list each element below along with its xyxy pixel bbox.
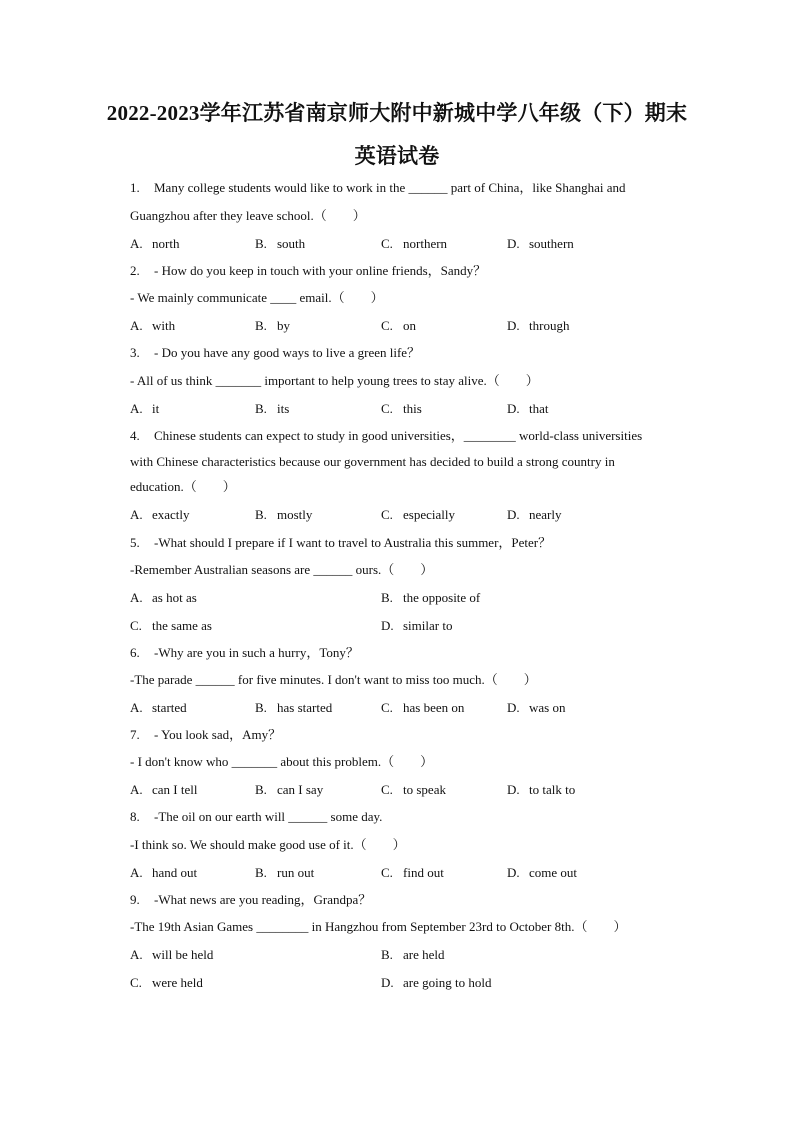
question-7-stem bbox=[130, 727, 281, 743]
question-7-stem-cont: - I don't know who _______ about this problem.（ ） bbox=[130, 754, 434, 769]
option-text: southern bbox=[529, 236, 574, 251]
question-number: 1. bbox=[130, 180, 140, 195]
option-label: C. bbox=[381, 236, 393, 251]
option-text: find out bbox=[403, 865, 444, 880]
option-text: to talk to bbox=[529, 782, 576, 797]
option-text: are going to hold bbox=[403, 975, 492, 990]
exam-title-line-2: 英语试卷 bbox=[354, 144, 440, 168]
option-text: north bbox=[152, 236, 180, 251]
question-text: - How do you keep in touch with your online friends，Sandy？ bbox=[154, 263, 487, 278]
question-3-stem bbox=[130, 345, 420, 361]
option-text: can I say bbox=[277, 782, 324, 797]
option-text: mostly bbox=[277, 507, 313, 522]
option-label: A. bbox=[130, 947, 143, 962]
option-text: were held bbox=[152, 975, 203, 990]
question-number: 4. bbox=[130, 428, 140, 443]
option-label: A. bbox=[130, 865, 143, 880]
option-text: as hot as bbox=[152, 590, 197, 605]
q5-option-a bbox=[130, 590, 197, 606]
option-label: A. bbox=[130, 318, 143, 333]
option-text: has been on bbox=[403, 700, 465, 715]
q6-option-d bbox=[507, 700, 565, 716]
option-label: C. bbox=[381, 401, 393, 416]
option-text: started bbox=[152, 700, 187, 715]
question-number: 5. bbox=[130, 535, 140, 550]
question-1-stem bbox=[130, 180, 626, 196]
option-label: D. bbox=[507, 401, 520, 416]
question-text: - You look sad，Amy？ bbox=[154, 727, 282, 742]
option-text: are held bbox=[403, 947, 445, 962]
q3-option-b bbox=[255, 401, 289, 417]
q1-option-a bbox=[130, 236, 179, 252]
question-6-stem-cont: -The parade ______ for five minutes. I don't want to miss too much.（ ） bbox=[130, 672, 537, 687]
option-label: D. bbox=[507, 865, 520, 880]
option-text: the opposite of bbox=[403, 590, 481, 605]
option-label: B. bbox=[255, 507, 267, 522]
q3-option-c bbox=[381, 401, 422, 417]
question-number: 8. bbox=[130, 809, 140, 824]
option-label: B. bbox=[255, 236, 267, 251]
question-2-stem-cont: - We mainly communicate ____ email.（ ） bbox=[130, 290, 384, 305]
question-5-stem-cont: -Remember Australian seasons are ______ ours.（ ） bbox=[130, 562, 434, 577]
option-label: A. bbox=[130, 590, 143, 605]
q9-option-a bbox=[130, 947, 213, 963]
option-text: on bbox=[403, 318, 416, 333]
q7-option-b bbox=[255, 782, 323, 798]
question-6-stem bbox=[130, 645, 359, 661]
option-label: B. bbox=[255, 318, 267, 333]
option-text: this bbox=[403, 401, 422, 416]
option-text: to speak bbox=[403, 782, 446, 797]
q2-option-b bbox=[255, 318, 290, 334]
question-8-stem bbox=[130, 809, 382, 825]
question-number: 7. bbox=[130, 727, 140, 742]
q1-option-d bbox=[507, 236, 574, 252]
question-text: Chinese students can expect to study in good universities，________ world-class universities bbox=[154, 428, 643, 443]
option-text: its bbox=[277, 401, 290, 416]
option-label: B. bbox=[381, 947, 393, 962]
question-9-stem bbox=[130, 892, 371, 908]
q6-option-a bbox=[130, 700, 187, 716]
question-2-stem bbox=[130, 263, 486, 279]
option-text: with bbox=[152, 318, 176, 333]
q7-option-c bbox=[381, 782, 446, 798]
q8-option-d bbox=[507, 865, 577, 881]
q1-option-c bbox=[381, 236, 447, 252]
option-text: by bbox=[277, 318, 290, 333]
option-text: the same as bbox=[152, 618, 212, 633]
option-text: hand out bbox=[152, 865, 198, 880]
q1-option-b bbox=[255, 236, 305, 252]
option-label: A. bbox=[130, 782, 143, 797]
q6-option-b bbox=[255, 700, 332, 716]
option-label: B. bbox=[255, 401, 267, 416]
option-label: B. bbox=[255, 865, 267, 880]
option-label: C. bbox=[381, 318, 393, 333]
option-label: D. bbox=[507, 236, 520, 251]
question-text: -The oil on our earth will ______ some day. bbox=[154, 809, 383, 824]
option-label: C. bbox=[381, 507, 393, 522]
option-text: was on bbox=[529, 700, 566, 715]
question-number: 6. bbox=[130, 645, 140, 660]
q3-option-d bbox=[507, 401, 549, 417]
option-text: nearly bbox=[529, 507, 562, 522]
q2-option-a bbox=[130, 318, 175, 334]
option-text: exactly bbox=[152, 507, 190, 522]
q9-option-d bbox=[381, 975, 491, 991]
question-4-stem-cont: with Chinese characteristics because our government has decided to build a strong country in bbox=[130, 454, 615, 469]
q4-option-d bbox=[507, 507, 561, 523]
q6-option-c bbox=[381, 700, 464, 716]
question-4-stem-cont-2: education.（ ） bbox=[130, 479, 236, 494]
option-text: that bbox=[529, 401, 549, 416]
q9-option-b bbox=[381, 947, 445, 963]
question-text: Many college students would like to work in the ______ part of China，like Shanghai and bbox=[154, 180, 626, 195]
option-label: C. bbox=[381, 700, 393, 715]
q3-option-a bbox=[130, 401, 159, 417]
question-text: -What should I prepare if I want to travel to Australia this summer，Peter？ bbox=[154, 535, 552, 550]
option-text: south bbox=[277, 236, 306, 251]
q2-option-c bbox=[381, 318, 416, 334]
option-label: D. bbox=[507, 507, 520, 522]
option-text: northern bbox=[403, 236, 448, 251]
q7-option-a bbox=[130, 782, 197, 798]
option-text: will be held bbox=[152, 947, 214, 962]
q4-option-b bbox=[255, 507, 312, 523]
option-text: run out bbox=[277, 865, 315, 880]
question-3-stem-cont: - All of us think _______ important to help young trees to stay alive.（ ） bbox=[130, 373, 539, 388]
question-text: -What news are you reading，Grandpa？ bbox=[154, 892, 372, 907]
option-label: D. bbox=[507, 318, 520, 333]
question-number: 2. bbox=[130, 263, 140, 278]
question-1-stem-cont: Guangzhou after they leave school.（ ） bbox=[130, 208, 366, 223]
question-text: - Do you have any good ways to live a green life？ bbox=[154, 345, 421, 360]
option-label: C. bbox=[381, 865, 393, 880]
q8-option-c bbox=[381, 865, 444, 881]
q4-option-c bbox=[381, 507, 455, 523]
question-number: 3. bbox=[130, 345, 140, 360]
option-text: has started bbox=[277, 700, 333, 715]
option-label: A. bbox=[130, 236, 143, 251]
q8-option-a bbox=[130, 865, 197, 881]
option-label: B. bbox=[255, 700, 267, 715]
option-label: D. bbox=[507, 700, 520, 715]
option-text: can I tell bbox=[152, 782, 198, 797]
q5-option-d bbox=[381, 618, 452, 634]
option-label: D. bbox=[381, 618, 394, 633]
q2-option-d bbox=[507, 318, 569, 334]
option-label: C. bbox=[130, 618, 142, 633]
question-text: -Why are you in such a hurry，Tony？ bbox=[154, 645, 359, 660]
exam-title-line-1: 2022-2023学年江苏省南京师大附中新城中学八年级（下）期末 bbox=[106, 101, 688, 125]
question-9-stem-cont: -The 19th Asian Games ________ in Hangzhou from September 23rd to October 8th.（ ） bbox=[130, 919, 627, 934]
option-label: B. bbox=[381, 590, 393, 605]
question-number: 9. bbox=[130, 892, 140, 907]
question-8-stem-cont: -I think so. We should make good use of it.（ ） bbox=[130, 837, 406, 852]
option-text: come out bbox=[529, 865, 578, 880]
option-label: A. bbox=[130, 700, 143, 715]
option-label: D. bbox=[507, 782, 520, 797]
option-label: A. bbox=[130, 401, 143, 416]
q7-option-d bbox=[507, 782, 575, 798]
option-text: through bbox=[529, 318, 570, 333]
q4-option-a bbox=[130, 507, 190, 523]
option-label: C. bbox=[130, 975, 142, 990]
option-label: D. bbox=[381, 975, 394, 990]
question-4-stem bbox=[130, 428, 642, 444]
option-label: B. bbox=[255, 782, 267, 797]
option-text: especially bbox=[403, 507, 455, 522]
q8-option-b bbox=[255, 865, 314, 881]
q9-option-c bbox=[130, 975, 203, 991]
q5-option-b bbox=[381, 590, 480, 606]
question-5-stem bbox=[130, 535, 551, 551]
option-label: C. bbox=[381, 782, 393, 797]
option-label: A. bbox=[130, 507, 143, 522]
option-text: similar to bbox=[403, 618, 453, 633]
q5-option-c bbox=[130, 618, 212, 634]
option-text: it bbox=[152, 401, 160, 416]
